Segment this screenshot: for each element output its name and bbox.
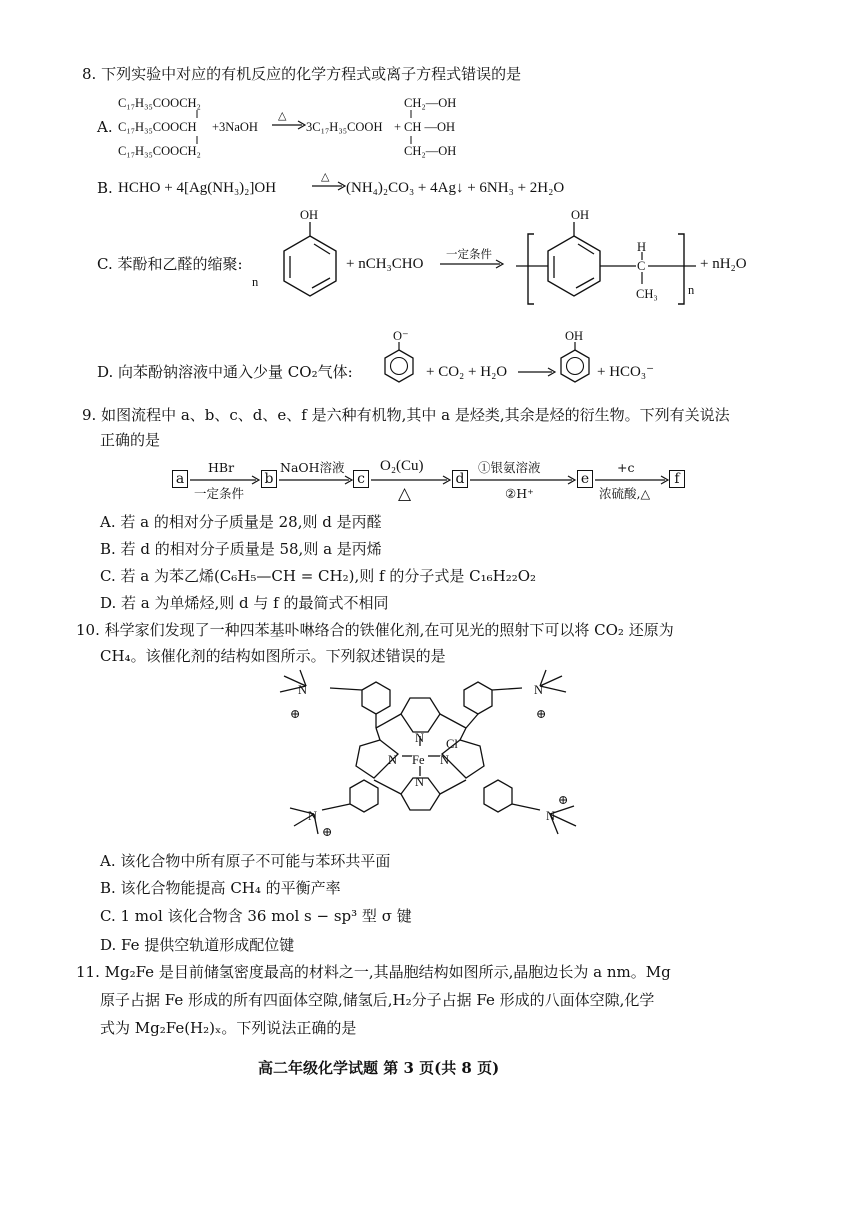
- q8-b-arrow: [312, 180, 348, 192]
- q8-c-product-c: C: [637, 259, 646, 273]
- polymer-structure-icon: [512, 222, 702, 312]
- flow-node-d: d: [452, 470, 468, 488]
- nme3-top-right: N: [534, 683, 544, 697]
- q8-c-water: + nH₂O: [700, 256, 747, 272]
- flow-r4-top: ①银氨溶液: [478, 460, 541, 475]
- q8-stem: 8. 下列实验中对应的有机反应的化学方程式或离子方程式错误的是: [82, 65, 522, 83]
- q11-line3: 式为 Mg₂Fe(H₂)ₓ。下列说法正确的是: [100, 1019, 357, 1037]
- q8-a-left-row1: C₁₇H₃₅COOCH₂: [118, 96, 201, 110]
- q8-c-label: C. 苯酚和乙醛的缩聚:: [97, 255, 243, 273]
- flow-r1-bottom: 一定条件: [194, 486, 245, 501]
- q8-a-glycerol-bonds: [410, 110, 414, 146]
- q8-c-oh: OH: [300, 208, 319, 222]
- q11-line2: 原子占据 Fe 形成的所有四面体空隙,储氢后,H₂分子占据 Fe 形成的八面体空隙,化学: [100, 991, 655, 1009]
- phenoxide-ring-icon: [382, 342, 418, 386]
- q9-option-d: D. 若 a 为单烯烃,则 d 与 f 的最简式不相同: [100, 594, 389, 612]
- q10-option-a: A. 该化合物中所有原子不可能与苯环共平面: [100, 852, 391, 870]
- q8-a-label: A.: [97, 118, 113, 136]
- q8-a-glycerol-row1: CH₂—OH: [404, 96, 457, 110]
- q10-option-b: B. 该化合物能提高 CH₄ 的平衡产率: [100, 879, 341, 897]
- q10-option-c: C. 1 mol 该化合物含 36 mol s − sp³ 型 σ 键: [100, 907, 412, 925]
- flow-node-c: c: [353, 470, 369, 488]
- q8-b-left: HCHO + 4[Ag(NH₃)₂]OH: [118, 180, 277, 196]
- q8-c-product-oh: OH: [571, 208, 590, 222]
- page-footer: 高二年级化学试题 第 3 页(共 8 页): [258, 1059, 500, 1077]
- nme3-bottom-left: N: [308, 809, 318, 823]
- q8-c-condition: 一定条件: [446, 247, 492, 261]
- q8-d-arrow: [518, 366, 558, 378]
- flow-node-e: e: [577, 470, 593, 488]
- q10-option-d: D. Fe 提供空轨道形成配位键: [100, 936, 295, 954]
- flow-r3-top: O₂(Cu): [380, 458, 424, 474]
- nme3-top-left: N: [298, 683, 308, 697]
- flow-node-a: a: [172, 470, 188, 488]
- phenol-small-ring-icon: [558, 342, 594, 386]
- q8-a-arrow: [272, 118, 308, 128]
- plus-charge-br: ⊕: [558, 792, 569, 807]
- plus-charge-tr: ⊕: [536, 706, 547, 721]
- q8-d-right: + HCO₃⁻: [597, 364, 655, 380]
- q9-stem-line1: 9. 如图流程中 a、b、c、d、e、f 是六种有机物,其中 a 是烃类,其余是烃的衍生物。下列有关说法: [82, 406, 730, 424]
- porphyrin-cl: Cl: [446, 737, 458, 751]
- q8-a-heat: △: [278, 109, 287, 122]
- porphyrin-n-bottom: N: [415, 775, 425, 789]
- q8-b-label: B.: [97, 179, 113, 197]
- porphyrin-n-top: N: [415, 731, 425, 745]
- q8-c-product-ch3: CH₃: [636, 287, 658, 301]
- phenol-ring-icon: [262, 222, 342, 312]
- plus-charge-bl: ⊕: [322, 824, 333, 839]
- q10-stem-line2: CH₄。该催化剂的结构如图所示。下列叙述错误的是: [100, 647, 446, 665]
- q8-d-label: D. 向苯酚钠溶液中通入少量 CO₂气体:: [97, 363, 353, 381]
- q9-option-c: C. 若 a 为苯乙烯(C₆H₅—CH = CH₂),则 f 的分子式是 C₁₆H₂₂O₂: [100, 567, 537, 585]
- porphyrin-n-left: N: [388, 753, 398, 767]
- q8-a-ester-bonds: [196, 110, 200, 146]
- porphyrin-n-right: N: [440, 753, 450, 767]
- q8-b-right: (NH₄)₂CO₃ + 4Ag↓ + 6NH₃ + 2H₂O: [346, 180, 565, 196]
- flow-node-b: b: [261, 470, 277, 488]
- q11-line1: 11. Mg₂Fe 是目前储氢密度最高的材料之一,其晶胞结构如图所示,晶胞边长为 a nm。Mg: [76, 963, 671, 981]
- plus-charge-tl: ⊕: [290, 706, 301, 721]
- q8-c-n: n: [252, 275, 259, 289]
- q8-b-heat: △: [321, 170, 330, 183]
- flow-r3-bottom: △: [398, 484, 412, 504]
- q8-d-oh: OH: [565, 329, 584, 343]
- q10-stem-line1: 10. 科学家们发现了一种四苯基卟啉络合的铁催化剂,在可见光的照射下可以将 CO₂ 还原为: [76, 621, 674, 639]
- q8-c-arrow: [440, 258, 506, 270]
- q8-c-product-h: H: [637, 240, 647, 254]
- flow-r5-bottom: 浓硫酸,△: [599, 486, 651, 501]
- flow-r4-bottom: ②H⁺: [505, 486, 534, 501]
- flow-r2-top: NaOH溶液: [280, 460, 345, 475]
- flow-r1-top: HBr: [208, 460, 235, 475]
- q9-stem-line2: 正确的是: [100, 431, 161, 449]
- porphyrin-fe: Fe: [412, 753, 425, 767]
- q8-a-glycerol-row2: CH —OH: [404, 120, 456, 134]
- q8-a-glycerol-row3: CH₂—OH: [404, 144, 457, 158]
- q8-c-product-n: n: [688, 283, 695, 297]
- q8-c-reagent: + nCH₃CHO: [346, 256, 424, 272]
- q8-d-o-minus: O⁻: [393, 329, 409, 343]
- q8-a-left-row3: C₁₇H₃₅COOCH₂: [118, 144, 201, 158]
- q8-d-middle: + CO₂ + H₂O: [426, 364, 508, 380]
- q9-option-b: B. 若 d 的相对分子质量是 58,则 a 是丙烯: [100, 540, 382, 558]
- flow-r5-top: +c: [617, 460, 635, 475]
- q8-a-left-row2: C₁₇H₃₅COOCH: [118, 120, 197, 134]
- q8-a-acid: 3C₁₇H₃₅COOH: [306, 120, 383, 134]
- nme3-bottom-right: N: [546, 809, 556, 823]
- flow-node-f: f: [669, 470, 685, 488]
- q8-a-naoh: +3NaOH: [212, 120, 258, 134]
- q9-option-a: A. 若 a 的相对分子质量是 28,则 d 是丙醛: [100, 513, 382, 531]
- q8-a-plus: +: [394, 120, 402, 134]
